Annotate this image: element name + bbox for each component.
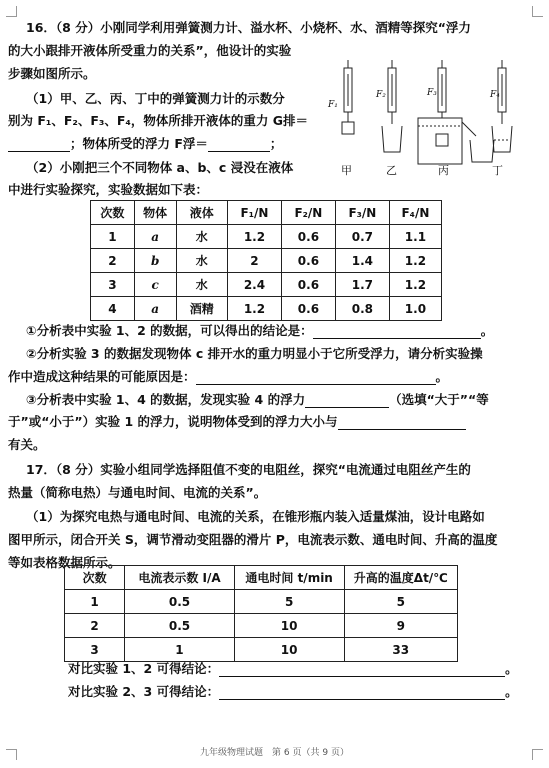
crop-mark [6, 6, 17, 17]
table-header-row [65, 566, 458, 590]
table-cell: 0.6 [281, 297, 335, 321]
table-header-row [91, 201, 442, 225]
table-row [65, 614, 458, 638]
q17-conclusion-2: 对比实验 2、3 可得结论： 。 [68, 684, 518, 699]
q16-line-7: （2）小刚把三个不同物体 a、b、c 浸没在液体 [26, 160, 294, 175]
answer-blank-compare[interactable] [305, 395, 389, 408]
q16-line-2: 的大小跟排开液体所受重力的关系”，他设计的实验 [8, 43, 292, 58]
force-label-f3: F₃ [427, 88, 437, 98]
experiment-figure [334, 56, 534, 184]
q16-sub-1: ①分析表中实验 1、2 的数据，可以得出的结论是： 。 [26, 323, 494, 338]
q16-line-5: 别为 F₁、F₂、F₃、F₄，物体所排开液体的重力 G排＝ [8, 113, 309, 128]
q17-line-1: 17．（8 分）实验小组同学选择阻值不变的电阻丝，探究“电流通过电阻丝产生的 [26, 462, 471, 477]
table-cell: 1.7 [335, 273, 389, 297]
table-cell: 1.4 [335, 249, 389, 273]
answer-blank-conclusion-23[interactable] [219, 687, 505, 700]
q17-line-4: 图甲所示，闭合开关 S，调节滑动变阻器的滑片 P，电流表示数、通电时间、升高的温度 [8, 532, 498, 547]
table-header-cell: 电流表示数 I/A [125, 566, 235, 590]
table-header-cell: 通电时间 t/min [234, 566, 344, 590]
table-cell: 3 [91, 273, 135, 297]
table-cell: 9 [344, 614, 457, 638]
q17-data-table [64, 565, 458, 662]
answer-blank-g-pai[interactable] [8, 139, 70, 152]
table-row [65, 590, 458, 614]
table-cell: 1.2 [227, 225, 281, 249]
table-header-cell: F₂/N [281, 201, 335, 225]
table-cell: 1.2 [389, 249, 441, 273]
table-header-cell: F₁/N [227, 201, 281, 225]
table-cell: 2 [227, 249, 281, 273]
force-label-f1: F₁ [328, 100, 338, 110]
answer-blank-conclusion[interactable] [313, 326, 481, 339]
table-header-cell: 液体 [176, 201, 227, 225]
q16-line-4: （1）甲、乙、丙、丁中的弹簧测力计的示数分 [26, 91, 285, 106]
table-row [65, 638, 458, 662]
table-cell: 5 [234, 590, 344, 614]
answer-blank-conclusion-12[interactable] [219, 664, 505, 677]
page-footer: 九年级物理试题 第 6 页（共 9 页） [200, 748, 349, 758]
table-cell: 0.6 [281, 225, 335, 249]
force-label-f4: F₄ [490, 90, 500, 100]
figure-label-jia: 甲 [341, 164, 352, 177]
table-cell: b [134, 249, 176, 273]
table-row [91, 273, 442, 297]
table-cell: 2 [91, 249, 135, 273]
table-cell: 2 [65, 614, 125, 638]
figure-label-ding: 丁 [492, 164, 503, 177]
table-header-cell: 次数 [91, 201, 135, 225]
table-cell: 5 [344, 590, 457, 614]
table-cell: 0.5 [125, 590, 235, 614]
table-cell: 0.7 [335, 225, 389, 249]
table-cell: 水 [176, 225, 227, 249]
crop-mark [532, 6, 543, 17]
table-cell: 1.2 [227, 297, 281, 321]
figure-label-bing: 丙 [438, 164, 449, 177]
table-cell: 4 [91, 297, 135, 321]
q16-line-8: 中进行实验探究，实验数据如下表： [8, 182, 209, 197]
table-cell: 0.6 [281, 273, 335, 297]
table-cell: 1 [91, 225, 135, 249]
table-header-cell: 物体 [134, 201, 176, 225]
q17-line-2: 热量（简称电热）与通电时间、电流的关系”。 [8, 485, 267, 500]
q16-data-table [90, 200, 442, 321]
table-cell: 水 [176, 249, 227, 273]
q17-line-5: 等如表格数据所示。 [8, 555, 121, 570]
table-cell: c [134, 273, 176, 297]
table-cell: 0.6 [281, 249, 335, 273]
q17-line-3: （1）为探究电热与通电时间、电流的关系，在锥形瓶内装入适量煤油，设计电路如 [26, 509, 485, 524]
q16-sub-2: ②分析实验 3 的数据发现物体 c 排开水的重力明显小于它所受浮力，请分析实验操 [26, 346, 483, 361]
table-header-cell: 升高的温度Δt/℃ [344, 566, 457, 590]
table-cell: a [134, 297, 176, 321]
table-header-cell: F₄/N [389, 201, 441, 225]
answer-blank-f-fu[interactable] [208, 139, 270, 152]
table-cell: a [134, 225, 176, 249]
answer-blank-reason[interactable] [196, 372, 436, 385]
table-cell: 10 [234, 614, 344, 638]
q16-line-6: ；物体所受的浮力 F浮＝ ； [8, 136, 282, 152]
table-cell: 0.8 [335, 297, 389, 321]
table-cell: 水 [176, 273, 227, 297]
table-row [91, 297, 442, 321]
table-row [91, 249, 442, 273]
table-cell: 1 [125, 638, 235, 662]
table-cell: 1 [65, 590, 125, 614]
table-cell: 3 [65, 638, 125, 662]
table-header-cell: F₃/N [335, 201, 389, 225]
figure-label-yi: 乙 [386, 164, 397, 177]
q16-sub-3d: 有关。 [8, 437, 46, 452]
answer-blank-factor[interactable] [338, 417, 466, 430]
q16-sub-3c: 于”或“小于”）实验 1 的浮力，说明物体受到的浮力大小与 [8, 414, 466, 430]
table-header-cell: 次数 [65, 566, 125, 590]
table-cell: 0.5 [125, 614, 235, 638]
q16-sub-3: ③分析表中实验 1、4 的数据，发现实验 4 的浮力 （选填“大于”“等 [26, 392, 489, 407]
q16-line-3: 步骤如图所示。 [8, 66, 96, 81]
table-cell: 33 [344, 638, 457, 662]
q16-sub-2b: 作中造成这种结果的可能原因是： 。 [8, 369, 449, 384]
table-cell: 10 [234, 638, 344, 662]
table-cell: 1.1 [389, 225, 441, 249]
table-row [91, 225, 442, 249]
q16-line-1: 16．（8 分）小刚同学利用弹簧测力计、溢水杯、小烧杯、水、酒精等探究“浮力 [26, 20, 471, 35]
q17-conclusion-1: 对比实验 1、2 可得结论： 。 [68, 661, 518, 676]
table-cell: 酒精 [176, 297, 227, 321]
table-cell: 1.0 [389, 297, 441, 321]
force-label-f2: F₂ [376, 90, 386, 100]
table-cell: 2.4 [227, 273, 281, 297]
table-cell: 1.2 [389, 273, 441, 297]
